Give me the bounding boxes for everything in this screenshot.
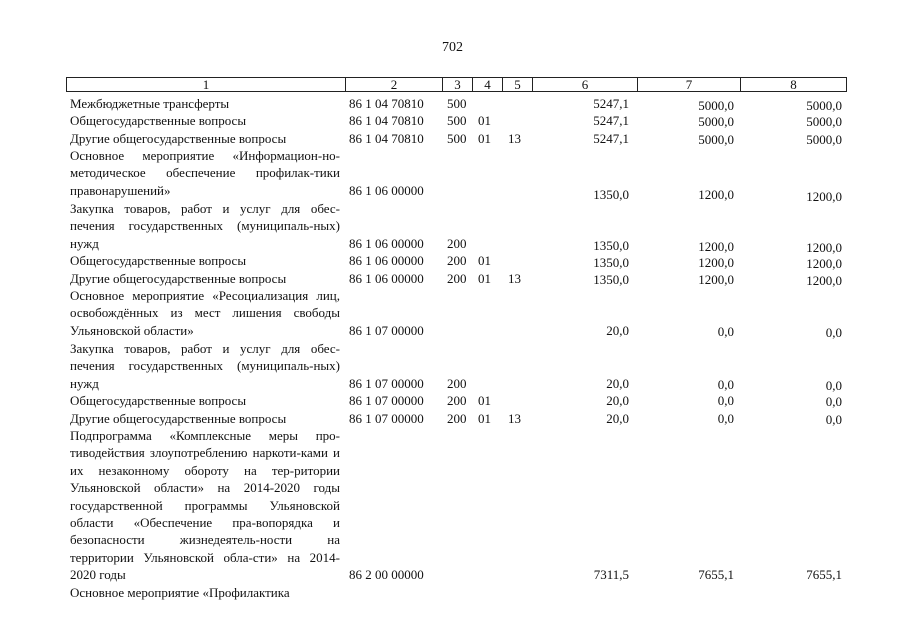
row-col-3: 200: [447, 271, 467, 286]
header-col-8: 8: [790, 77, 797, 92]
row-value-7: 5000,0: [698, 132, 734, 147]
row-value-6: 1350,0: [593, 272, 629, 287]
row-value-8: 5000,0: [806, 114, 842, 129]
row-col-3: 200: [447, 393, 467, 408]
row-col-3: 200: [447, 376, 467, 391]
row-value-6: 7311,5: [593, 567, 629, 582]
row-value-7: 0,0: [717, 411, 734, 426]
row-description: Основное мероприятие «Профилактика: [70, 585, 290, 600]
row-col-5: 13: [508, 411, 521, 426]
row-code: 86 1 07 00000: [349, 323, 424, 338]
header-col-4: 4: [473, 78, 503, 91]
row-value-8: 0,0: [825, 394, 842, 409]
row-description: Другие общегосударственные вопросы: [70, 271, 287, 286]
row-code: 86 1 07 00000: [349, 411, 424, 426]
row-value-8: 7655,1: [806, 567, 842, 582]
row-code: 86 1 04 70810: [349, 131, 424, 146]
header-col-2: 2: [346, 78, 443, 91]
row-description: Подпрограмма «Комплексные меры про-тиводействия злоупотреблению наркоти-ками и их незаконному обороту на тер-ритории Ульяновской области» на 2014-2020 годы государственной программы Ульяновской области «Обеспечение пра-вопорядка и безопасности жизнедеятель-ности на территории Ульяновской обла-сти» на 2014-2020 годы: [70, 428, 340, 583]
row-value-8: 0,0: [825, 412, 842, 427]
row-col-4: 01: [478, 131, 491, 146]
row-value-6: 1350,0: [593, 238, 629, 253]
row-col-4: 01: [478, 411, 491, 426]
row-col-5: 13: [508, 271, 521, 286]
row-code: 86 1 04 70810: [349, 113, 424, 128]
row-value-8: 0,0: [825, 378, 842, 393]
row-col-3: 500: [447, 113, 467, 128]
header-col-3: 3: [443, 78, 473, 91]
row-description: Закупка товаров, работ и услуг для обес-печения государственных (муниципаль-ных) нужд: [70, 201, 340, 251]
row-value-6: 20,0: [606, 393, 629, 408]
row-value-7: 0,0: [717, 324, 734, 339]
row-description: Общегосударственные вопросы: [70, 393, 247, 408]
row-description: Основное мероприятие «Информацион-но-методическое обеспечение профилак-тики правонарушений»: [70, 148, 340, 198]
row-value-6: 1350,0: [593, 255, 629, 270]
row-col-3: 500: [447, 96, 467, 111]
row-code: 86 1 06 00000: [349, 183, 424, 198]
header-col-5: 5: [503, 78, 533, 91]
row-value-6: 20,0: [606, 376, 629, 391]
row-col-3: 200: [447, 253, 467, 268]
header-col-7: 7: [638, 78, 741, 91]
table-header: [66, 77, 847, 92]
page-number: 702: [442, 40, 463, 55]
row-code: 86 1 07 00000: [349, 393, 424, 408]
row-value-8: 0,0: [825, 325, 842, 340]
row-value-7: 1200,0: [698, 187, 734, 202]
row-value-8: 5000,0: [806, 98, 842, 113]
row-value-6: 1350,0: [593, 187, 629, 202]
row-value-6: 20,0: [606, 323, 629, 338]
row-code: 86 1 06 00000: [349, 236, 424, 251]
row-value-6: 20,0: [606, 411, 629, 426]
row-col-4: 01: [478, 113, 491, 128]
row-value-8: 5000,0: [806, 132, 842, 147]
row-value-7: 5000,0: [698, 98, 734, 113]
row-description: Общегосударственные вопросы: [70, 253, 247, 268]
row-code: 86 1 06 00000: [349, 253, 424, 268]
row-value-7: 1200,0: [698, 272, 734, 287]
row-col-4: 01: [478, 253, 491, 268]
row-col-5: 13: [508, 131, 521, 146]
row-code: 86 1 04 70810: [349, 96, 424, 111]
row-description: Закупка товаров, работ и услуг для обес-печения государственных (муниципаль-ных) нужд: [70, 341, 340, 391]
header-col-1: 1: [67, 78, 346, 91]
row-value-7: 7655,1: [698, 567, 734, 582]
row-value-6: 5247,1: [593, 131, 629, 146]
header-col-6: 6: [533, 78, 638, 91]
row-value-7: 1200,0: [698, 255, 734, 270]
row-value-8: 1200,0: [806, 240, 842, 255]
row-col-3: 200: [447, 236, 467, 251]
row-value-8: 1200,0: [806, 189, 842, 204]
row-value-6: 5247,1: [593, 113, 629, 128]
row-col-3: 200: [447, 411, 467, 426]
row-col-4: 01: [478, 271, 491, 286]
row-description: Основное мероприятие «Ресоциализация лиц, освобождённых из мест лишения свободы Ульяновской области»: [70, 288, 340, 338]
row-value-8: 1200,0: [806, 256, 842, 271]
row-value-6: 5247,1: [593, 96, 629, 111]
row-col-3: 500: [447, 131, 467, 146]
row-description: Другие общегосударственные вопросы: [70, 411, 287, 426]
row-col-4: 01: [478, 393, 491, 408]
row-value-8: 1200,0: [806, 273, 842, 288]
row-description: Межбюджетные трансферты: [70, 96, 230, 111]
row-value-7: 0,0: [717, 377, 734, 392]
row-description: Общегосударственные вопросы: [70, 113, 247, 128]
row-code: 86 1 06 00000: [349, 271, 424, 286]
row-description: Другие общегосударственные вопросы: [70, 131, 287, 146]
row-value-7: 0,0: [717, 393, 734, 408]
row-code: 86 2 00 00000: [349, 567, 424, 582]
row-code: 86 1 07 00000: [349, 376, 424, 391]
row-value-7: 5000,0: [698, 114, 734, 129]
row-value-7: 1200,0: [698, 239, 734, 254]
